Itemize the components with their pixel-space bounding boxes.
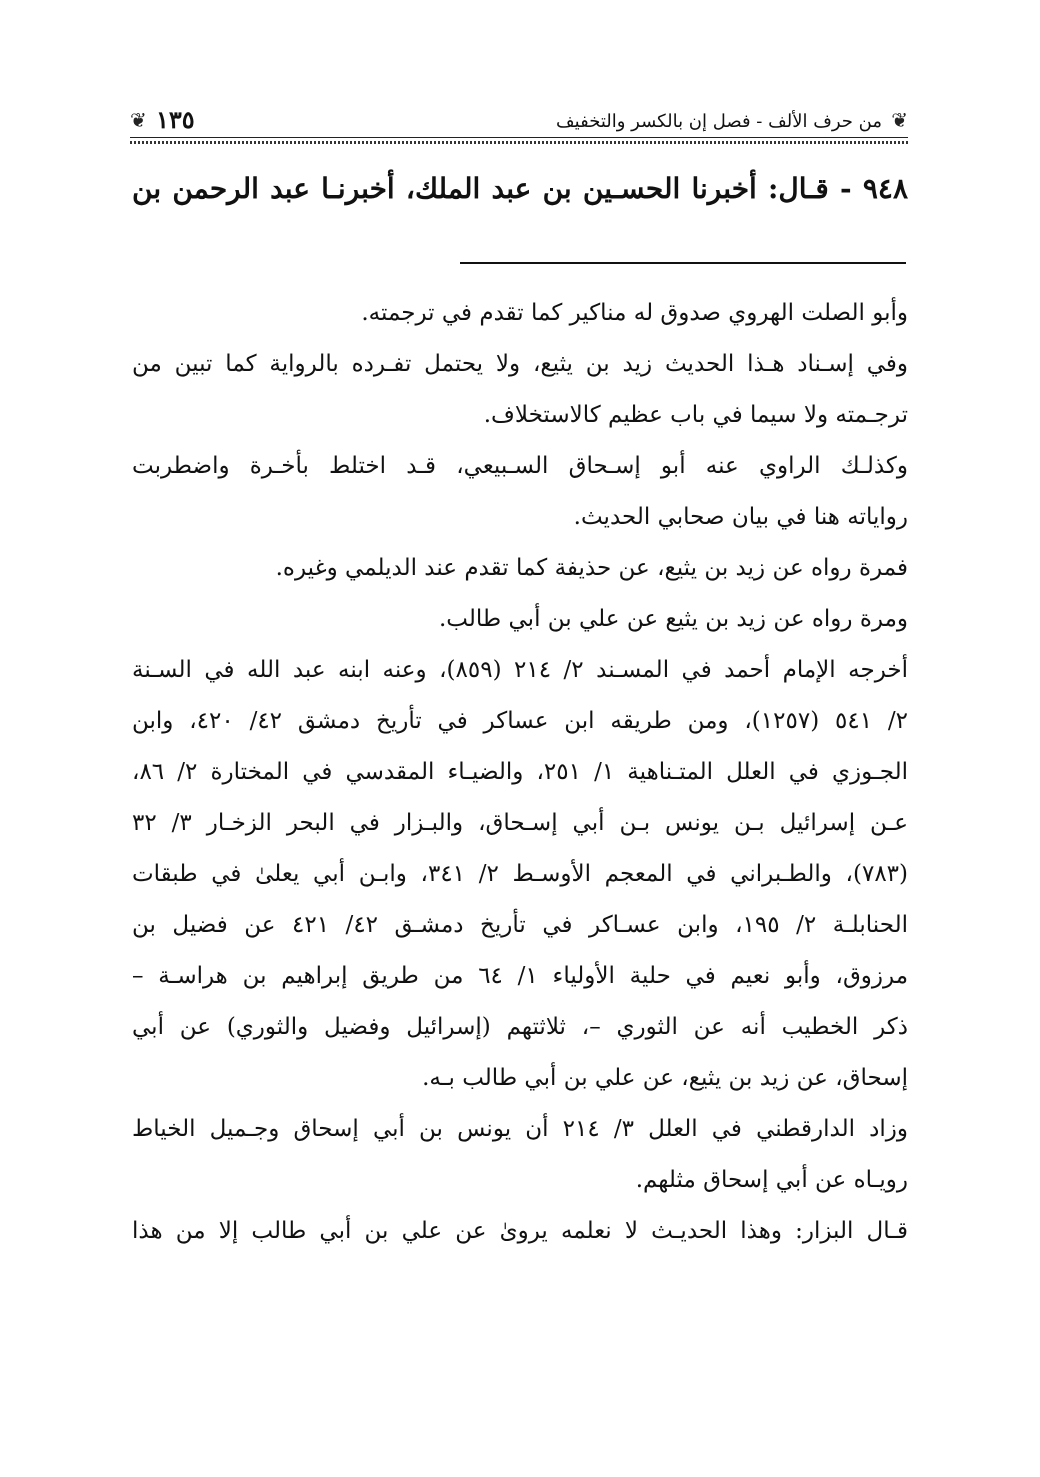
footnote-line: أخرجه الإمام أحمد في المسـند ٢/ ٢١٤ (٨٥٩)، وعنه ابنه عبد الله في السـنة — [132, 657, 908, 683]
footnote-line: ترجـمته ولا سيما في باب عظيم كالاستخلاف. — [483, 402, 908, 428]
footnote-line: مرزوق، وأبو نعيم في حلية الأولياء ١/ ٦٤ من طريق إبراهيم بن هراسـة – — [132, 963, 909, 989]
footnote-line: رويـاه عن أبي إسحاق مثلهم. — [635, 1167, 908, 1193]
footnote-line: ومرة رواه عن زيد بن يثيع عن علي بن أبي طالب. — [438, 606, 908, 632]
footnote-line: ٢/ ٥٤١ (١٢٥٧)، ومن طريقه ابن عساكر في تأريخ دمشق ٤٢/ ٤٢٠، وابن — [132, 708, 909, 734]
footnote-line: إسحاق، عن زيد بن يثيع، عن علي بن أبي طالب بـه. — [422, 1065, 908, 1091]
header-rule — [130, 137, 908, 138]
header-title: من حرف الألف - فصل إن بالكسر والتخفيف — [556, 111, 882, 132]
footnote-line: عـن إسرائيل بـن يونس بـن أبي إسـحاق، والبـزار في البحر الزخـار ٣/ ٣٢ — [132, 810, 908, 836]
footnote-line: وفي إسـناد هـذا الحديث زيد بن يثيع، ولا يحتمل تفـرده بالرواية كما تبين من — [132, 351, 908, 377]
footnote-line: الجـوزي في العلل المتـناهية ١/ ٢٥١، والضيـاء المقدسي في المختارة ٢/ ٨٦، — [132, 759, 908, 785]
header-ornament-right: ❦ — [891, 108, 908, 132]
footnote-line: (٧٨٣)، والطـبراني في المعجم الأوسـط ٢/ ٣٤١، وابـن أبي يعلىٰ في طبقات — [132, 861, 909, 887]
footnote-block — [132, 288, 908, 1257]
hadith-entry: ٩٤٨ - قـال: أخبرنا الحسـين بن عبد الملك، أخبرنـا عبد الرحمن بن — [132, 172, 908, 205]
footnote-separator — [460, 262, 906, 264]
footnote-line: رواياته هنا في بيان صحابي الحديث. — [573, 504, 908, 530]
footnote-line: وكذلـك الراوي عنه أبو إسـحاق السـبيعي، قـد اختلط بأخـرة واضطربت — [132, 453, 908, 479]
footnote-line: فمرة رواه عن زيد بن يثيع، عن حذيفة كما تقدم عند الديلمي وغيره. — [275, 555, 908, 581]
header-ornament-left: ❦ — [130, 108, 147, 132]
header-decorative-border — [130, 141, 908, 144]
page-number: ١٣٥ — [156, 105, 195, 134]
running-header — [130, 104, 908, 144]
footnote-line: قـال البزار: وهذا الحديـث لا نعلمه يروىٰ عن علي بن أبي طالب إلا من هذا — [132, 1218, 908, 1244]
footnote-line: وأبو الصلت الهروي صدوق له مناكير كما تقدم في ترجمته. — [361, 300, 908, 326]
footnote-line: الحنابلـة ٢/ ١٩٥، وابن عسـاكر في تأريخ دمشـق ٤٢/ ٤٢١ عن فضيل بن — [132, 912, 908, 938]
footnote-line: وزاد الدارقطني في العلل ٣/ ٢١٤ أن يونس بن أبي إسحاق وجـميل الخياط — [132, 1116, 908, 1142]
footnote-line: ذكر الخطيب أنه عن الثوري –، ثلاثتهم (إسرائيل وفضيل والثوري) عن أبي — [132, 1014, 908, 1040]
